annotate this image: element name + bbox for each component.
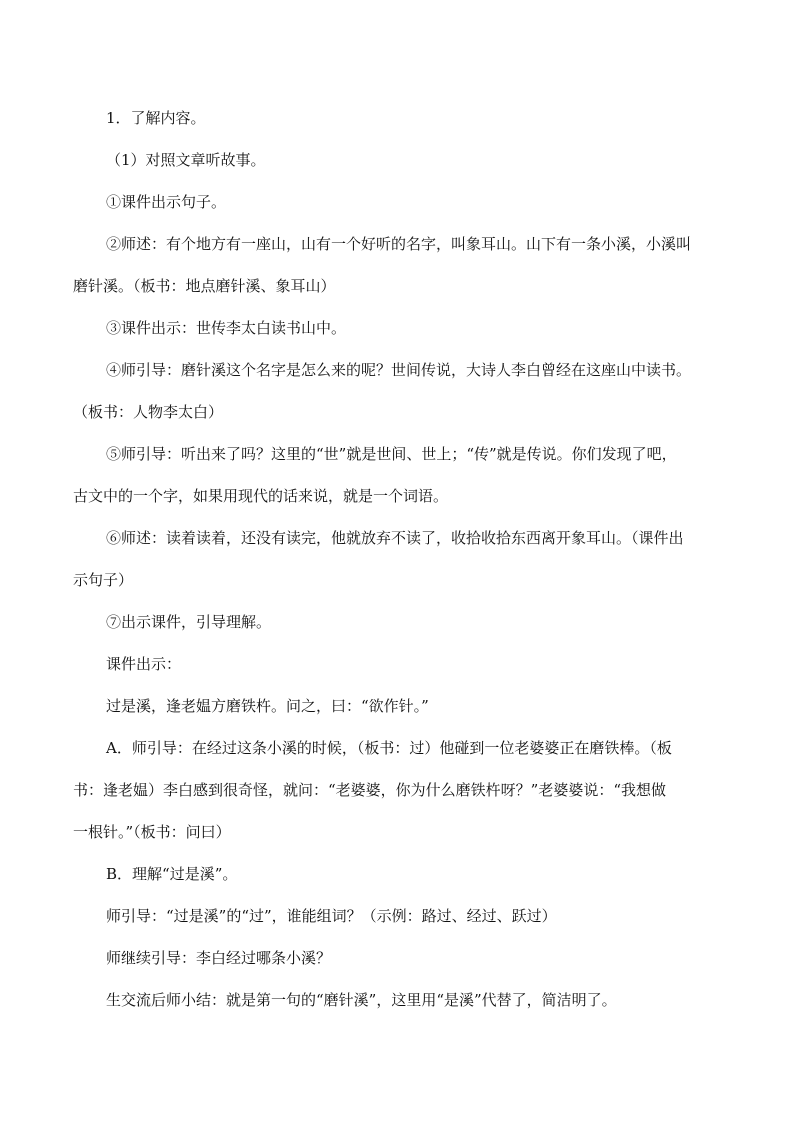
- paragraph-a-line-1: A．师引导：在经过这条小溪的时候，（板书：过）他碰到一位老婆婆正在磨铁棒。（板: [106, 739, 672, 757]
- paragraph-step-5-line-2: 古文中的一个字，如果用现代的话来说，就是一个词语。: [73, 487, 449, 505]
- paragraph-a-line-3: 一根针。”（板书：问曰）: [73, 823, 231, 841]
- summary-line: 生交流后师小结：就是第一句的“磨针溪”，这里用“是溪”代替了，简洁明了。: [106, 991, 617, 1009]
- teacher-follow-up: 师继续引导：李白经过哪条小溪？: [106, 949, 332, 967]
- paragraph-step-2-line-1: ②师述：有个地方有一座山，山有一个好听的名字，叫象耳山。山下有一条小溪，小溪叫: [106, 235, 692, 253]
- paragraph-step-5-line-1: ⑤师引导：听出来了吗？这里的“世”就是世间、世上；“传”就是传说。你们发现了吧，: [106, 445, 677, 463]
- heading-understand-content: 1．了解内容。: [106, 109, 206, 127]
- paragraph-step-7: ⑦出示课件，引导理解。: [106, 613, 272, 631]
- paragraph-step-4-line-1: ④师引导：磨针溪这个名字是怎么来的呢？世间传说，大诗人李白曾经在这座山中读书。: [106, 361, 692, 379]
- courseware-label: 课件出示：: [106, 655, 182, 673]
- subheading-listen-story: （1）对照文章听故事。: [106, 151, 266, 169]
- paragraph-step-2-line-2: 磨针溪。（板书：地点磨针溪、象耳山）: [73, 277, 336, 295]
- paragraph-step-1: ①课件出示句子。: [106, 193, 227, 211]
- teacher-guide-question: 师引导：“过是溪”的“过”，谁能组词？（示例：路过、经过、跃过）: [106, 907, 557, 925]
- paragraph-a-line-2: 书：逢老媪）李白感到很奇怪，就问：“老婆婆，你为什么磨铁杵呀？”老婆婆说：“我想做: [73, 781, 667, 799]
- paragraph-step-6-line-1: ⑥师述：读着读着，还没有读完，他就放弃不读了，收拾收拾东西离开象耳山。（课件出: [106, 529, 684, 547]
- paragraph-step-4-line-2: （板书：人物李太白）: [73, 403, 224, 421]
- paragraph-b: B．理解“过是溪”。: [106, 865, 238, 883]
- paragraph-step-3: ③课件出示：世传李太白读书山中。: [106, 319, 347, 337]
- classical-text-quote: 过是溪，逢老媪方磨铁杵。问之，曰：“欲作针。”: [106, 697, 429, 715]
- paragraph-step-6-line-2: 示句子）: [73, 571, 134, 589]
